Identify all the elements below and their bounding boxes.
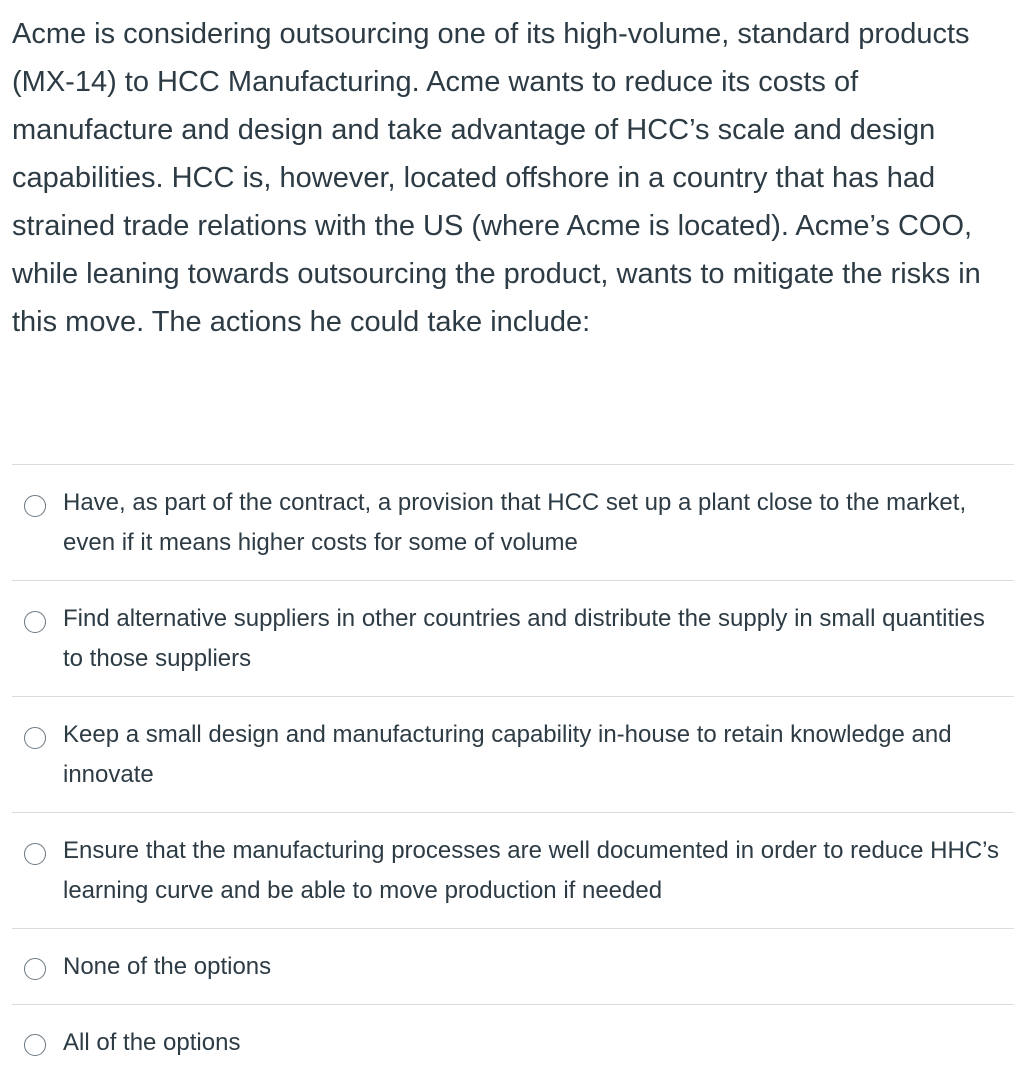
- answer-label[interactable]: All of the options: [63, 1029, 241, 1056]
- answer-option[interactable]: [12, 928, 1014, 1004]
- radio-button-icon[interactable]: [24, 611, 46, 633]
- answer-list: [12, 464, 1014, 1080]
- answer-option[interactable]: [12, 464, 1014, 580]
- answer-option[interactable]: [12, 696, 1014, 812]
- question-text: Acme is considering outsourcing one of its high-volume, standard products (MX-14) to HCC Manufacturing. Acme wants to reduce its costs of manufacture and design and take advantage of HCC’s scale and design capabilities. HCC is, however, located offshore in a country that has had strained trade relations with the US (where Acme is located). Acme’s COO, while leaning towards outsourcing the product, wants to mitigate the risks in this move. The actions he could take include:: [12, 18, 981, 338]
- answer-label[interactable]: None of the options: [63, 953, 272, 980]
- answer-label[interactable]: Find alternative suppliers in other countries and distribute the supply in small quantities to those suppliers: [63, 605, 985, 672]
- radio-button-icon[interactable]: [24, 958, 46, 980]
- answer-option[interactable]: [12, 580, 1014, 696]
- answer-label[interactable]: Keep a small design and manufacturing capability in-house to retain knowledge and innovate: [63, 721, 952, 788]
- answer-label[interactable]: Have, as part of the contract, a provision that HCC set up a plant close to the market, even if it means higher costs for some of volume: [63, 489, 967, 556]
- radio-button-icon[interactable]: [24, 1034, 46, 1056]
- radio-button-icon[interactable]: [24, 727, 46, 749]
- answer-option[interactable]: [12, 812, 1014, 928]
- radio-button-icon[interactable]: [24, 843, 46, 865]
- answer-label[interactable]: Ensure that the manufacturing processes are well documented in order to reduce HHC’s learning curve and be able to move production if needed: [63, 837, 1000, 904]
- answer-option[interactable]: [12, 1004, 1014, 1080]
- radio-button-icon[interactable]: [24, 495, 46, 517]
